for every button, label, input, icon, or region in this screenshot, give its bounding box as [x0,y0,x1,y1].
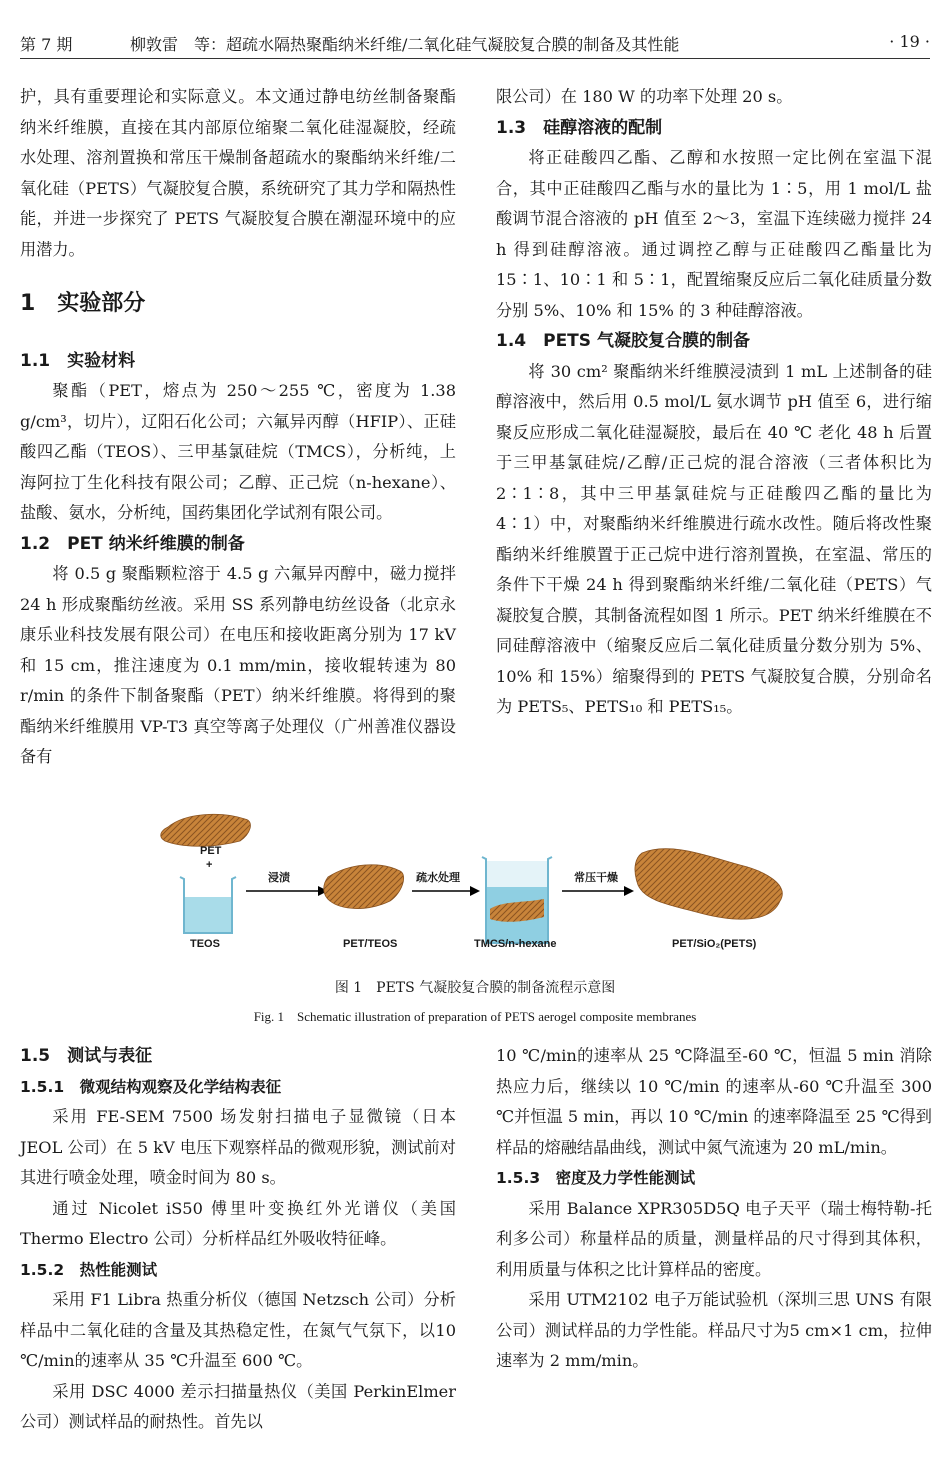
section-1-4-text: 将 30 cm² 聚酯纳米纤维膜浸渍到 1 mL 上述制备的硅醇溶液中，然后用 0.5 mol/L 氨水调节 pH 值至 6，进行缩聚反应形成二氧化硅湿凝胶，最后在 40 ℃ 老化 48 h 后置于三甲基氯硅烷/乙醇/正己烷的混合溶液（三者体积比为 2∶1∶8，其中三甲基氯硅烷与正硅酸四乙酯的量比为 4∶1）中，对聚酯纳米纤维膜进行疏水改性。随后将改性聚酯纳米纤维膜置于正己烷中进行溶剂置换，在室温、常压的条件下干燥 24 h 得到聚酯纳米纤维/二氧化硅（PETS）气凝胶复合膜，其制备流程如图 1 所示。PET 纳米纤维膜在不同硅醇溶液中（缩聚反应后二氧化硅质量分数分别为 5%、10% 和 15%）缩聚得到的 PETS 气凝胶复合膜，分别命名为 PETS₅、PETS₁₀ 和 PETS₁₅。 [496,361,932,716]
intro-paragraph: 护，具有重要理论和实际意义。本文通过静电纺丝制备聚酯纳米纤维膜，直接在其内部原位缩聚二氧化硅湿凝胶，经疏水处理、溶剂置换和常压干燥制备超疏水的聚酯纳米纤维/二氧化硅（PETS）气凝胶复合膜，系统研究了其力学和隔热性能，并进一步探究了 PETS 气凝胶复合膜在潮湿环境中的应用潜力。 [20,87,456,259]
section-1-5-3-text-2: 采用 UTM2102 电子万能试验机（深圳三思 UNS 有限公司）测试样品的力学性能。样品尺寸为5 cm×1 cm，拉伸速率为 2 mm/min。 [496,1290,932,1370]
section-1-1-text: 聚酯（PET，熔点为 250～255 ℃，密度为 1.38 g/cm³，切片），辽阳石化公司；六氟异丙醇（HFIP）、正硅酸四乙酯（TEOS）、三甲基氯硅烷（TMCS），分析纯，上海阿拉丁生化科技有限公司；乙醇、正己烷（n-hexane）、盐酸、氨水，分析纯，国药集团化学试剂有限公司。 [20,381,456,522]
label-plus: + [206,859,213,871]
section-1-5-3-text-1: 采用 Balance XPR305D5Q 电子天平（瑞士梅特勒-托利多公司）称量样品的质量，测量样品的尺寸得到其体积，利用质量与体积之比计算样品的密度。 [496,1198,932,1279]
section-1-5-2-text-1: 采用 F1 Libra 热重分析仪（德国 Netzsch 公司）分析样品中二氧化硅的含量及其热稳定性，在氮气气氛下，以10 ℃/min的速率从 35 ℃升温至 600 ℃。 [20,1290,456,1370]
section-1-3-heading: 1.3 硅醇溶液的配制 [496,117,663,138]
running-header [20,28,930,58]
figure-1-caption-zh: 图 1 PETS 气凝胶复合膜的制备流程示意图 [334,980,616,996]
section-1-5-heading: 1.5 测试与表征 [20,1046,153,1066]
column-top-right [496,82,932,723]
section-1-5-1-text-1: 采用 FE-SEM 7500 场发射扫描电子显微镜（日本 JEOL 公司）在 5 kV 电压下观察样品的微观形貌，测试前对其进行喷金处理，喷金时间为 80 s。 [20,1107,456,1187]
pet-membrane-image [161,814,251,846]
running-title: 柳敦雷 等：超疏水隔热聚酯纳米纤维/二氧化硅气凝胶复合膜的制备及其性能 [130,35,680,54]
label-pet: PET [200,845,222,857]
section-1-5-1-text-2: 通过 Nicolet iS50 傅里叶变换红外光谱仪（美国 Thermo Electro 公司）分析样品红外吸收特征峰。 [20,1198,456,1248]
continued-text-2: 10 ℃/min的速率从 25 ℃降温至-60 ℃，恒温 5 min 消除热应力后，继续以 10 ℃/min 的速率从-60 ℃升温至 300 ℃并恒温 5 min，再以 10 ℃/min 的速率降温至 25 ℃得到样品的熔融结晶曲线，测试中氮气流速为 20 mL/min。 [496,1046,932,1157]
continued-text: 限公司）在 180 W 的功率下处理 20 s。 [496,87,793,106]
column-top-left [20,82,456,773]
label-pets: PET/SiO₂(PETS) [672,938,757,950]
column-bottom-left [20,1041,456,1438]
section-1-5-1-heading: 1.5.1 微观结构观察及化学结构表征 [20,1077,282,1096]
tmcs-beaker-image [482,857,552,943]
section-1-4-heading: 1.4 PETS 气凝胶复合膜的制备 [496,331,750,351]
figure-1 [150,805,800,965]
step-2-label: 疏水处理 [416,872,460,884]
pets-membrane-image [635,849,782,920]
label-pet-teos: PET/TEOS [343,938,398,950]
section-1-1-heading: 1.1 实验材料 [20,350,136,371]
section-1-5-3-heading: 1.5.3 密度及力学性能测试 [496,1169,696,1187]
section-1-5-2-text-2: 采用 DSC 4000 差示扫描量热仪（美国 PerkinElmer 公司）测试样品的耐热性。首先以 [20,1381,456,1431]
figure-1-caption-en: Fig. 1 Schematic illustration of preparation of PETS aerogel composite membranes [253,1009,697,1024]
section-1-heading: 1 实验部分 [20,291,146,316]
section-1-2-text: 将 0.5 g 聚酯颗粒溶于 4.5 g 六氟异丙醇中，磁力搅拌 24 h 形成聚酯纺丝液。采用 SS 系列静电纺丝设备（北京永康乐业科技发展有限公司）在电压和接收距离分别为 17 kV 和 15 cm，推注速度为 0.1 mm/min，接收辊转速为 80 r/min 的条件下制备聚酯（PET）纳米纤维膜。将得到的聚酯纳米纤维膜用 VP-T3 真空等离子处理仪（广州善准仪器设备有 [20,564,456,766]
section-1-5-2-heading: 1.5.2 热性能测试 [20,1260,158,1279]
issue-number: 第 7 期 [20,35,73,54]
column-bottom-right [496,1041,932,1377]
step-3-label: 常压干燥 [574,872,618,884]
step-1-label: 浸渍 [268,872,290,884]
teos-beaker-image [180,877,236,933]
label-tmcs: TMCS/n-hexane [474,938,557,950]
pet-teos-membrane-image [324,865,404,909]
page-number: · 19 · [889,32,930,51]
section-1-3-text: 将正硅酸四乙酯、乙醇和水按照一定比例在室温下混合，其中正硅酸四乙酯与水的量比为 1∶5，用 1 mol/L 盐酸调节混合溶液的 pH 值至 2～3，室温下连续磁力搅拌 24 h 得到硅醇溶液。通过调控乙醇与正硅酸四乙酯量比为 15∶1、10∶1 和 5∶1，配置缩聚反应后二氧化硅质量分数分别 5%、10% 和 15% 的 3 种硅醇溶液。 [496,148,932,320]
label-teos: TEOS [190,938,220,950]
header-rule [20,58,930,59]
section-1-2-heading: 1.2 PET 纳米纤维膜的制备 [20,533,245,554]
